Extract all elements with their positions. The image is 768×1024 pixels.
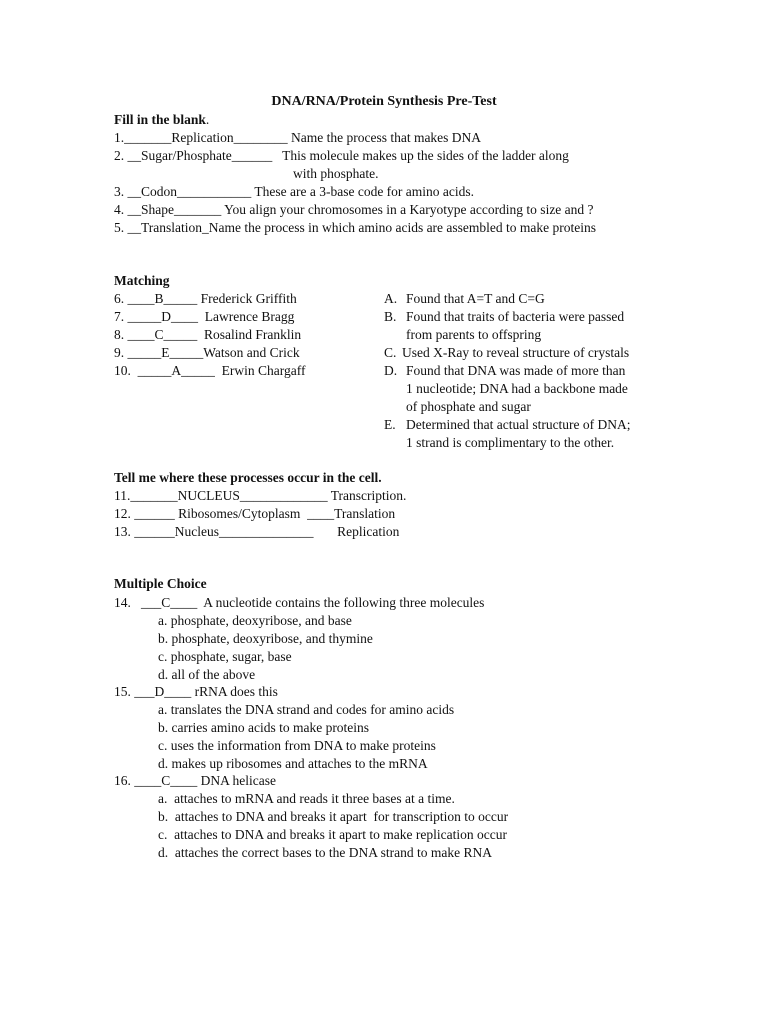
question-14-choice-c: c. phosphate, sugar, base bbox=[158, 649, 292, 664]
matching-right-b-line-2: from parents to offspring bbox=[406, 327, 542, 342]
question-16-choice-a: a. attaches to mRNA and reads it three bases at a time. bbox=[158, 791, 455, 806]
question-16-choice-d: d. attaches the correct bases to the DNA strand to make RNA bbox=[158, 845, 493, 860]
question-14-choice-d: d. all of the above bbox=[158, 667, 256, 682]
question-16-choice-b: b. attaches to DNA and breaks it apart for transcription to occur bbox=[158, 809, 509, 824]
fill-blank-line-3: 3. __Codon___________ These are a 3-base code for amino acids. bbox=[114, 184, 475, 199]
fill-blank-line-1: 1._______Replication________ Name the process that makes DNA bbox=[114, 130, 482, 145]
matching-right-e-line-1: Determined that actual structure of DNA; bbox=[406, 417, 631, 432]
question-14-choice-a: a. phosphate, deoxyribose, and base bbox=[158, 613, 352, 628]
matching-right-letter-a: A. bbox=[384, 291, 398, 306]
matching-right-letter-c: C. bbox=[384, 345, 397, 360]
fill-blank-heading: Fill in the blank. bbox=[114, 112, 210, 127]
matching-right-a-line-1: Found that A=T and C=G bbox=[406, 291, 545, 306]
question-15-stem: 15. ___D____ rRNA does this bbox=[114, 684, 278, 699]
question-15-choice-c: c. uses the information from DNA to make proteins bbox=[158, 738, 436, 753]
matching-right-letter-d: D. bbox=[384, 363, 398, 378]
matching-heading: Matching bbox=[114, 273, 170, 288]
question-15-choice-b: b. carries amino acids to make proteins bbox=[158, 720, 370, 735]
question-15-choice-a: a. translates the DNA strand and codes for amino acids bbox=[158, 702, 455, 717]
question-16-stem: 16. ____C____ DNA helicase bbox=[114, 773, 276, 788]
matching-right-letter-b: B. bbox=[384, 309, 397, 324]
matching-right-e-line-2: 1 strand is complimentary to the other. bbox=[406, 435, 615, 450]
multiple-choice-heading: Multiple Choice bbox=[114, 576, 207, 591]
fill-blank-line-4: 4. __Shape_______ You align your chromosomes in a Karyotype according to size and ? bbox=[114, 202, 594, 217]
matching-left-10: 10. _____A_____ Erwin Chargaff bbox=[114, 363, 306, 378]
question-14-choice-b: b. phosphate, deoxyribose, and thymine bbox=[158, 631, 373, 646]
processes-heading: Tell me where these processes occur in the cell. bbox=[114, 470, 382, 485]
question-15-choice-d: d. makes up ribosomes and attaches to the mRNA bbox=[158, 756, 428, 771]
processes-line-11: 11._______NUCLEUS_____________ Transcription. bbox=[114, 488, 407, 503]
matching-right-d-line-2: 1 nucleotide; DNA had a backbone made bbox=[406, 381, 628, 396]
question-16-choice-c: c. attaches to DNA and breaks it apart to make replication occur bbox=[158, 827, 507, 842]
matching-left-7: 7. _____D____ Lawrence Bragg bbox=[114, 309, 295, 324]
processes-line-13: 13. ______Nucleus______________ Replication bbox=[114, 524, 400, 539]
matching-left-9: 9. _____E_____Watson and Crick bbox=[114, 345, 300, 360]
page-title: DNA/RNA/Protein Synthesis Pre-Test bbox=[271, 94, 497, 109]
question-14-stem: 14. ___C____ A nucleotide contains the following three molecules bbox=[114, 595, 485, 610]
fill-blank-line-5: 5. __Translation_Name the process in which amino acids are assembled to make proteins bbox=[114, 220, 597, 235]
matching-right-d-line-1: Found that DNA was made of more than bbox=[406, 363, 626, 378]
matching-right-b-line-1: Found that traits of bacteria were passed bbox=[406, 309, 625, 324]
fill-blank-line-2: 2. __Sugar/Phosphate______ This molecule makes up the sides of the ladder along bbox=[114, 148, 569, 163]
matching-right-c-line-1: Used X-Ray to reveal structure of crystals bbox=[402, 345, 630, 360]
matching-right-d-line-3: of phosphate and sugar bbox=[406, 399, 531, 414]
matching-left-6: 6. ____B_____ Frederick Griffith bbox=[114, 291, 297, 306]
fill-blank-line-2-cont: with phosphate. bbox=[293, 166, 379, 181]
matching-right-letter-e: E. bbox=[384, 417, 396, 432]
processes-line-12: 12. ______ Ribosomes/Cytoplasm ____Translation bbox=[114, 506, 396, 521]
matching-left-8: 8. ____C_____ Rosalind Franklin bbox=[114, 327, 302, 342]
